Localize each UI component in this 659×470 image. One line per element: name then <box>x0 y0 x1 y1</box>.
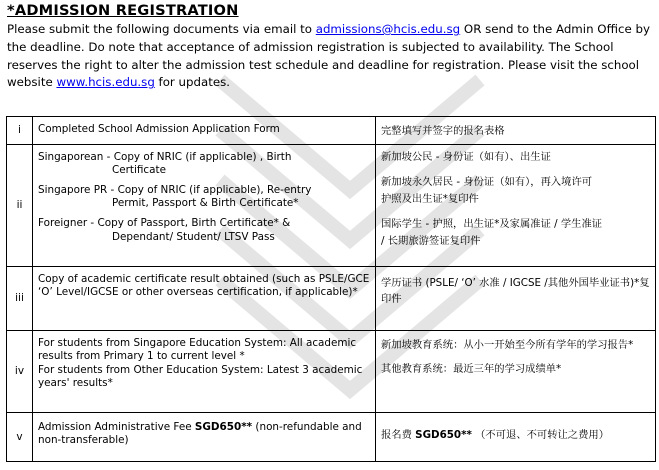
requirement-en <box>33 266 376 330</box>
foreigner-zh-line-2: / 长期旅游签证复印件 <box>381 234 481 247</box>
requirement-zh-text: 学历证书 (PSLE/ ‘O’ 水准 / IGCSE /其他外国毕业证书)*复印件 <box>381 276 650 306</box>
row-number: i <box>7 117 33 145</box>
foreigner-line-1: Foreigner - Copy of Passport, Birth Certificate* & <box>38 216 291 229</box>
requirement-zh-text: 完整填写并签字的报名表格 <box>381 125 505 137</box>
requirement-zh <box>376 144 656 266</box>
other-system-zh: 其他教育系统：最近三年的学习成绩单* <box>381 363 562 376</box>
documents-table <box>6 116 656 462</box>
pr-zh-line-1: 新加坡永久居民 - 身份证（如有），再入境许可 <box>381 176 593 189</box>
intro-text-3: for updates. <box>154 75 230 90</box>
requirement-zh <box>376 330 656 412</box>
table-row <box>7 330 656 412</box>
singaporean-zh: 新加坡公民 - 身份证（如有）、出生证 <box>381 150 551 163</box>
intro-text-2: OR send to the Admin Office by the deadline. Do note that acceptance of admission registration is subjected to availability. The School reserves the right to alter the admission test schedule and deadline for registration. Please visit the school website <box>7 22 650 90</box>
singaporean-line-2: Certificate <box>112 164 166 177</box>
foreigner-zh-line-1: 国际学生 - 护照，出生证*及家属准证 / 学生准证 <box>381 218 603 231</box>
pr-line-2: Permit, Passport & Birth Certificate* <box>112 197 299 210</box>
fee-amount-zh: SGD650** <box>415 428 472 441</box>
intro-paragraph <box>7 21 655 92</box>
singapore-system-text: For students from Singapore Education System: All academic results from Primary 1 to current level * <box>38 336 357 363</box>
fee-amount: SGD650** <box>194 420 253 433</box>
fee-note-zh: （不可退、不可转让之费用） <box>471 428 609 441</box>
other-system-text: For students from Other Education System: Latest 3 academic years' results* <box>38 363 363 390</box>
fee-note: (non-refundable and non-transferable) <box>38 420 362 447</box>
fee-label: Admission Administrative Fee <box>38 420 195 433</box>
requirement-en-text: Completed School Admission Application Form <box>38 123 280 135</box>
requirement-zh <box>376 266 656 330</box>
requirement-zh <box>376 117 656 145</box>
fee-label-zh: 报名费 <box>381 428 416 441</box>
row-number: iii <box>7 266 33 330</box>
table-row <box>7 266 656 330</box>
requirement-en <box>33 144 376 266</box>
row-number: v <box>7 412 33 461</box>
foreigner-line-2: Dependant/ Student/ LTSV Pass <box>112 230 275 243</box>
school-website-link[interactable]: www.hcis.edu.sg <box>56 75 155 90</box>
requirement-en <box>33 330 376 412</box>
section-title: *ADMISSION REGISTRATION <box>7 2 239 19</box>
pr-zh-line-2: 护照及出生证*复印件 <box>381 192 479 205</box>
row-number: ii <box>7 144 33 266</box>
admissions-email-link[interactable]: admissions@hcis.edu.sg <box>315 22 461 36</box>
intro-text-1: Please submit the following documents via email to <box>7 22 316 36</box>
table-row <box>7 144 656 266</box>
requirement-en-text: Copy of academic certificate result obtained (such as PSLE/GCE ‘O’ Level/IGCSE or other overseas certification, if applicable)* <box>38 272 370 299</box>
requirement-zh <box>376 412 656 461</box>
pr-line-1: Singapore PR - Copy of NRIC (if applicable), Re-entry <box>38 183 312 196</box>
table-row <box>7 412 656 461</box>
table-row <box>7 117 656 145</box>
singaporean-line-1: Singaporean - Copy of NRIC (if applicable) , Birth <box>38 150 292 163</box>
row-number: iv <box>7 330 33 412</box>
requirement-en <box>33 412 376 461</box>
requirement-en <box>33 117 376 145</box>
singapore-system-zh: 新加坡教育系统：从小一开始至今所有学年的学习报告* <box>381 338 634 351</box>
